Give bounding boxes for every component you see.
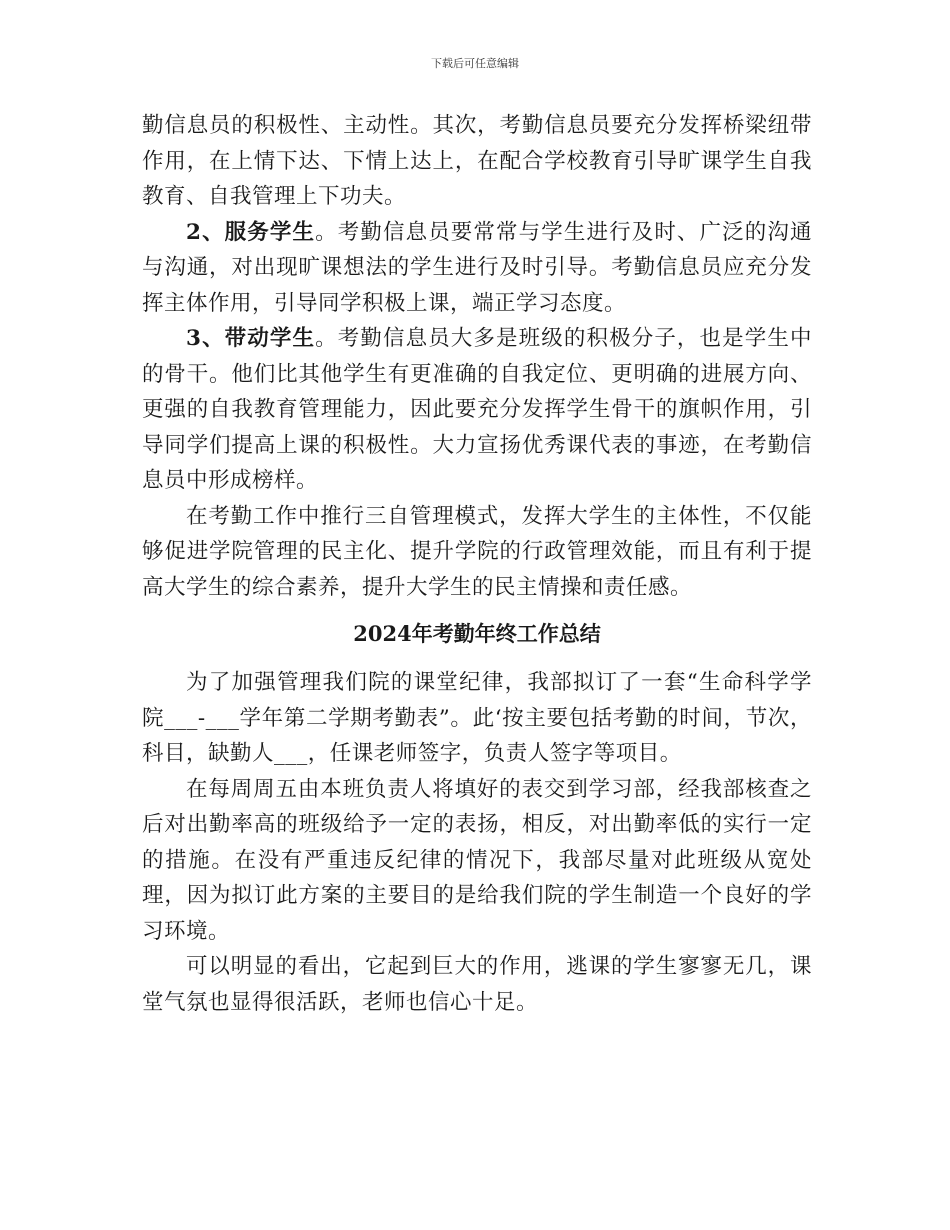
paragraph-lead-serve-students: 2、服务学生 (186, 219, 316, 245)
document-body (142, 108, 812, 1020)
paragraph-self-management: 在考勤工作中推行三自管理模式，发挥大学生的主体性，不仅能够促进学院管理的民主化、提升学院的行政管理效能，而且有利于提高大学生的综合素养，提升大学生的民主情操和责任感。 (142, 503, 812, 600)
paragraph-continuation: 勤信息员的积极性、主动性。其次，考勤信息员要充分发挥桥梁纽带作用，在上情下达、下情上达上，在配合学校教育引导旷课学生自我教育、自我管理上下功夫。 (142, 113, 812, 209)
section-title: 2024年考勤年终工作总结 (353, 621, 601, 646)
paragraph-results: 可以明显的看出，它起到巨大的作用，逃课的学生寥寥无几，课堂气氛也显得很活跃，老师也信心十足。 (142, 954, 812, 1015)
paragraph-lead-by-example (142, 321, 812, 499)
page-header: 下载后可任意编辑 (431, 57, 519, 70)
paragraph-attendance-form: 为了加强管理我们院的课堂纪律，我部拟订了一套“生命科学学院___-___学年第二学期考勤表”。此‘按主要包括考勤的时间，节次，科目，缺勤人___，任课老师签字，负责人签字等项目。 (142, 670, 812, 766)
paragraph-serve-students (142, 215, 812, 322)
paragraph-body-lead-students: 。考勤信息员大多是班级的积极分子，也是学生中的骨干。他们比其他学生有更准确的自我定位、更明确的进展方向、更强的自我教育管理能力，因此要充分发挥学生骨干的旗帜作用，引导同学们提高上课的积极性。大力宣扬优秀课代表的事迹，在考勤信息员中形成榜样。 (142, 326, 812, 493)
paragraph-body-serve-students: 。考勤信息员要常常与学生进行及时、广泛的沟通与沟通，对出现旷课想法的学生进行及时引导。考勤信息员应充分发挥主体作用，引导同学积极上课，端正学习态度。 (142, 219, 812, 316)
paragraph-weekly-review: 在每周周五由本班负责人将填好的表交到学习部，经我部核查之后对出勤率高的班级给予一定的表扬，相反，对出勤率低的实行一定的措施。在没有严重违反纪律的情况下，我部尽量对此班级从宽处理，因为拟订此方案的主要目的是给我们院的学生制造一个良好的学习环境。 (142, 776, 812, 944)
paragraph-lead-lead-students: 3、带动学生 (186, 326, 316, 351)
